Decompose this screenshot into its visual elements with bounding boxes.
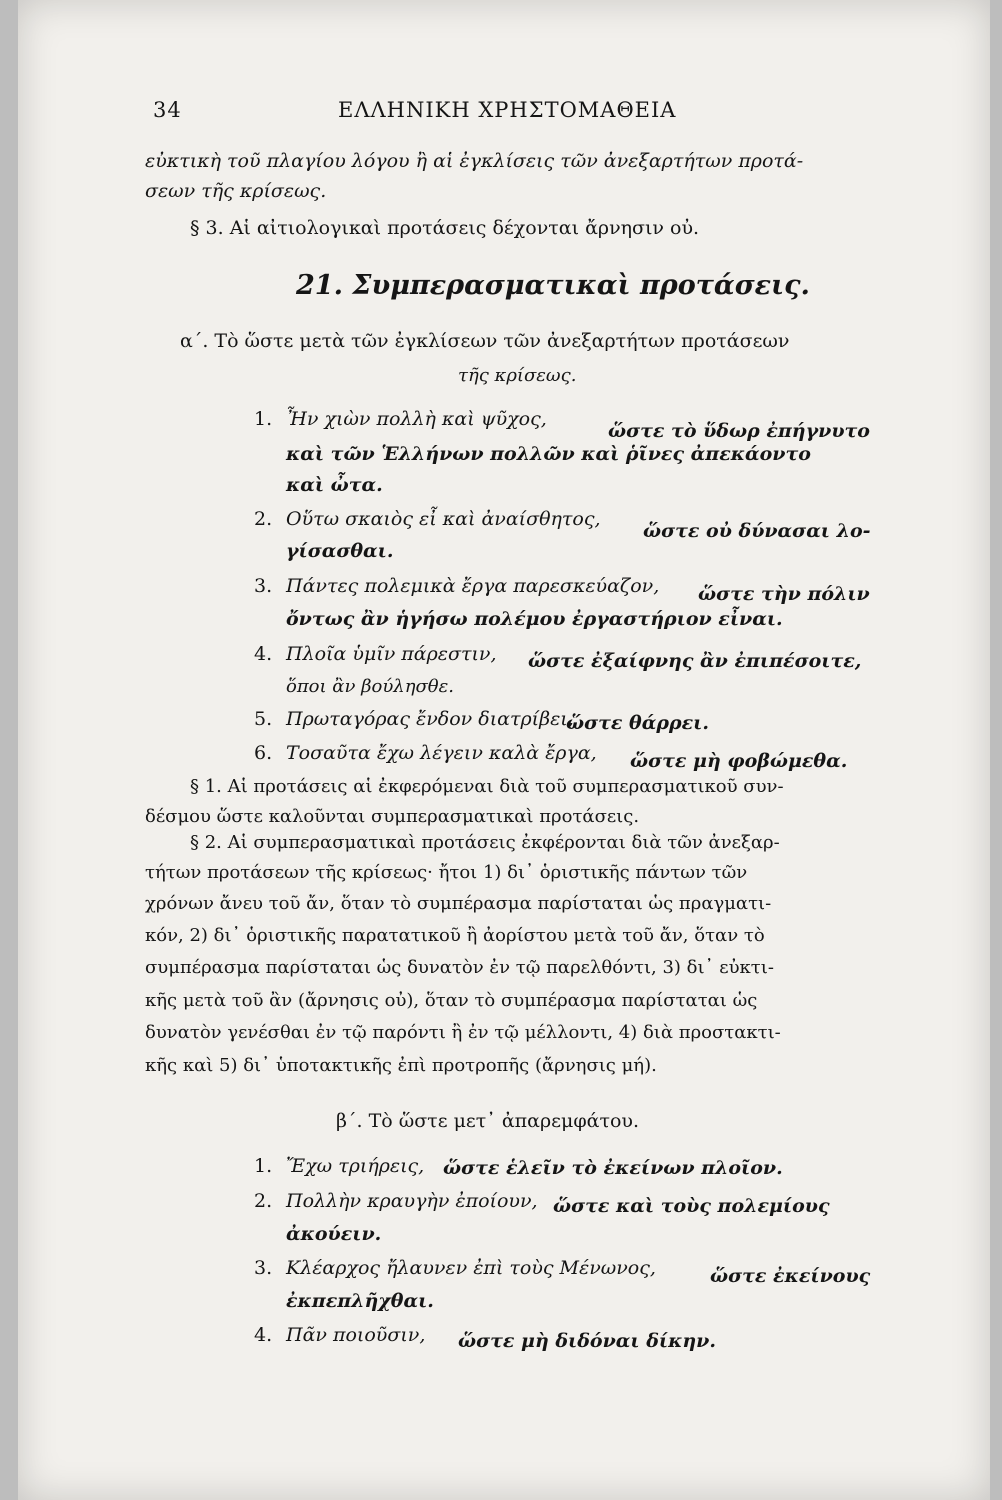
example-number: 2. bbox=[254, 1190, 273, 1212]
example-text: Πρωταγόρας ἔνδον διατρίβει, bbox=[286, 708, 574, 730]
example-text: Ἔχω τριήρεις, bbox=[286, 1155, 425, 1177]
example-cont: καὶ τῶν Ἑλλήνων πολλῶν καὶ ῥῖνες ἀπεκάοντο bbox=[286, 443, 811, 465]
example-text: Πολλὴν κραυγὴν ἐποίουν, bbox=[286, 1190, 538, 1212]
example-consequence: ὥστε τὸ ὕδωρ ἐπήγνυτο bbox=[608, 420, 870, 442]
example-consequence: ὥστε οὐ δύνασαι λο- bbox=[643, 520, 871, 542]
example-text: Πάντες πολεμικὰ ἔργα παρεσκεύαζον, bbox=[286, 575, 660, 597]
paragraph-line: § 2. Αἱ συμπερασματικαὶ προτάσεις ἐκφέρονται διὰ τῶν ἀνεξαρ- bbox=[190, 832, 780, 853]
example-number: 3. bbox=[254, 1257, 273, 1279]
page-number: 34 bbox=[153, 98, 182, 122]
subsection-a-heading-cont: τῆς κρίσεως. bbox=[458, 365, 577, 386]
example-number: 6. bbox=[254, 742, 273, 764]
example-number: 1. bbox=[254, 1155, 273, 1177]
example-text: Τοσαῦτα ἔχω λέγειν καλὰ ἔργα, bbox=[286, 742, 597, 764]
example-cont: γίσασθαι. bbox=[286, 540, 394, 562]
example-consequence: ὥστε μὴ διδόναι δίκην. bbox=[458, 1330, 716, 1352]
paragraph-line: συμπέρασμα παρίσταται ὡς δυνατὸν ἐν τῷ παρελθόντι, 3) δι᾿ εὐκτι- bbox=[145, 957, 774, 978]
intro-line-2: σεων τῆς κρίσεως. bbox=[145, 180, 327, 202]
paragraph-line: δέσμου ὥστε καλοῦνται συμπερασματικαὶ προτάσεις. bbox=[145, 806, 640, 827]
example-consequence: ὥστε θάρρει. bbox=[566, 712, 709, 734]
example-cont: ἀκούειν. bbox=[286, 1223, 382, 1245]
example-number: 4. bbox=[254, 643, 273, 665]
paragraph-line: κῆς μετὰ τοῦ ἂν (ἄρνησις οὐ), ὅταν τὸ συμπέρασμα παρίσταται ὡς bbox=[145, 990, 758, 1011]
example-consequence: ὥστε καὶ τοὺς πολεμίους bbox=[553, 1195, 830, 1217]
subsection-a-heading: α΄. Τὸ ὥστε μετὰ τῶν ἐγκλίσεων τῶν ἀνεξαρτήτων προτάσεων bbox=[180, 330, 790, 352]
example-consequence: ὥστε ἐξαίφνης ἂν ἐπιπέσοιτε, bbox=[528, 650, 862, 672]
paragraph-line: § 1. Αἱ προτάσεις αἱ ἐκφερόμεναι διὰ τοῦ συμπερασματικοῦ συν- bbox=[190, 776, 784, 797]
paragraph-line: δυνατὸν γενέσθαι ἐν τῷ παρόντι ἢ ἐν τῷ μέλλοντι, 4) διὰ προστακτι- bbox=[145, 1022, 781, 1043]
example-number: 1. bbox=[254, 408, 273, 430]
book-page bbox=[18, 0, 990, 1500]
example-consequence: ὥστε μὴ φοβώμεθα. bbox=[630, 750, 848, 772]
example-consequence: ὥστε ἑλεῖν τὸ ἐκείνων πλοῖον. bbox=[443, 1157, 783, 1179]
intro-line-1: εὐκτικὴ τοῦ πλαγίου λόγου ἢ αἱ ἐγκλίσεις τῶν ἀνεξαρτήτων προτά- bbox=[145, 150, 804, 172]
example-text: Κλέαρχος ἤλαυνεν ἐπὶ τοὺς Μένωνος, bbox=[286, 1257, 656, 1279]
paragraph-line: τήτων προτάσεων τῆς κρίσεως· ἤτοι 1) δι᾿ ὁριστικῆς πάντων τῶν bbox=[145, 862, 748, 883]
example-consequence: ὥστε τὴν πόλιν bbox=[698, 583, 870, 605]
example-number: 3. bbox=[254, 575, 273, 597]
example-consequence: ὥστε ἐκείνους bbox=[710, 1265, 871, 1287]
paragraph-line: χρόνων ἄνευ τοῦ ἄν, ὅταν τὸ συμπέρασμα παρίσταται ὡς πραγματι- bbox=[145, 893, 772, 914]
running-title: ΕΛΛΗΝΙΚΗ ΧΡΗΣΤΟΜΑΘΕΙΑ bbox=[338, 98, 677, 122]
example-number: 5. bbox=[254, 708, 273, 730]
example-cont: καὶ ὦτα. bbox=[286, 474, 383, 496]
intro-paragraph-3: § 3. Αἱ αἰτιολογικαὶ προτάσεις δέχονται ἄρνησιν οὐ. bbox=[190, 217, 700, 239]
subsection-b-heading: β΄. Τὸ ὥστε μετ᾿ ἀπαρεμφάτου. bbox=[336, 1110, 639, 1132]
example-text: Οὕτω σκαιὸς εἶ καὶ ἀναίσθητος, bbox=[286, 508, 601, 530]
example-text: Πλοῖα ὑμῖν πάρεστιν, bbox=[286, 643, 497, 665]
example-cont: ἐκπεπλῆχθαι. bbox=[286, 1290, 434, 1312]
example-cont: ὅποι ἂν βούλησθε. bbox=[286, 676, 454, 697]
paragraph-line: κῆς καὶ 5) δι᾿ ὑποτακτικῆς ἐπὶ προτροπῆς (ἄρνησις μή). bbox=[145, 1055, 657, 1076]
example-number: 4. bbox=[254, 1324, 273, 1346]
paragraph-line: κόν, 2) δι᾿ ὁριστικῆς παρατατικοῦ ἢ ἀορίστου μετὰ τοῦ ἄν, ὅταν τὸ bbox=[145, 925, 765, 946]
example-number: 2. bbox=[254, 508, 273, 530]
example-text: Πᾶν ποιοῦσιν, bbox=[286, 1324, 426, 1346]
example-text: Ἦν χιὼν πολλὴ καὶ ψῦχος, bbox=[286, 408, 547, 430]
example-cont: ὄντως ἂν ἡγήσω πολέμου ἐργαστήριον εἶναι. bbox=[286, 608, 783, 630]
section-title: 21. Συμπερασματικαὶ προτάσεις. bbox=[296, 270, 810, 301]
